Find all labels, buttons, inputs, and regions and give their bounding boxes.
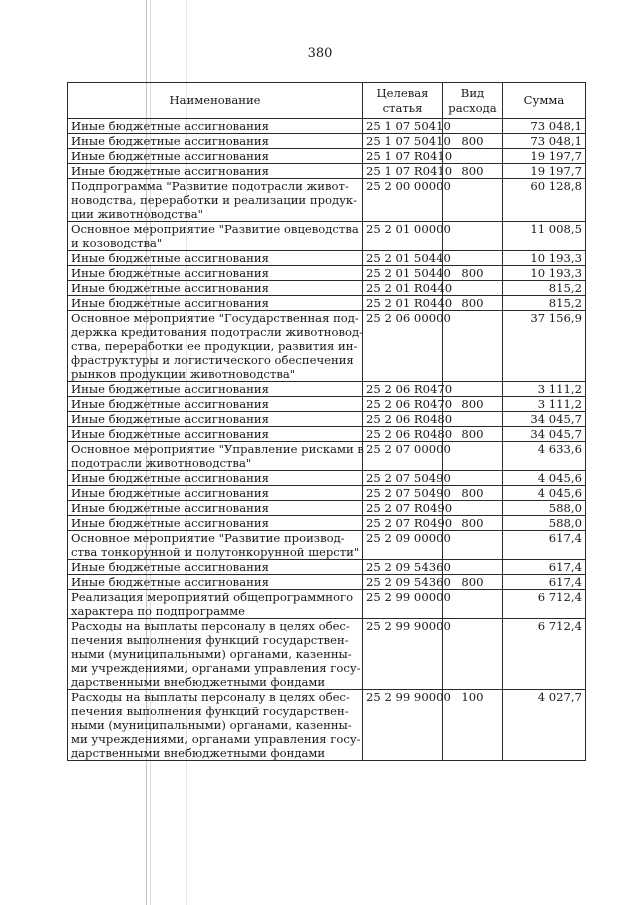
row-name: [68, 501, 363, 516]
row-name-line: ции животноводства": [71, 207, 203, 221]
row-sum: 73 048,1: [503, 134, 586, 149]
row-name: [68, 311, 363, 382]
table-row: [68, 397, 586, 412]
row-name-line: Иные бюджетные ассигнования: [71, 266, 269, 280]
row-sum: 617,4: [503, 560, 586, 575]
row-code: 25 2 07 00000: [363, 442, 443, 471]
row-name-line: фраструктуры и логистического обеспечения: [71, 353, 354, 367]
row-name: [68, 412, 363, 427]
row-code: 25 1 07 R0410: [363, 164, 443, 179]
row-type: [443, 119, 503, 134]
table-row: [68, 222, 586, 251]
row-name-line: Иные бюджетные ассигнования: [71, 251, 269, 265]
header-type: Вид расхода: [443, 83, 503, 119]
row-sum: 617,4: [503, 575, 586, 590]
row-sum: 10 193,3: [503, 266, 586, 281]
row-name: [68, 119, 363, 134]
row-name: [68, 442, 363, 471]
row-sum: 588,0: [503, 516, 586, 531]
row-type: [443, 311, 503, 382]
table-row: [68, 575, 586, 590]
row-name-line: Иные бюджетные ассигнования: [71, 119, 269, 133]
row-name-line: ными (муниципальными) органами, казенны-: [71, 647, 352, 661]
header-name: Наименование: [68, 83, 363, 119]
row-name: [68, 251, 363, 266]
row-name: [68, 134, 363, 149]
row-sum: 6 712,4: [503, 590, 586, 619]
row-name: [68, 471, 363, 486]
row-name: [68, 619, 363, 690]
row-sum: 588,0: [503, 501, 586, 516]
row-type: 800: [443, 134, 503, 149]
row-code: 25 2 07 50490: [363, 486, 443, 501]
table-row: [68, 149, 586, 164]
row-code: 25 2 06 R0470: [363, 397, 443, 412]
row-name-line: и козоводства": [71, 236, 163, 250]
row-name-line: Иные бюджетные ассигнования: [71, 296, 269, 310]
row-name-line: печения выполнения функций государствен-: [71, 633, 349, 647]
row-sum: 4 045,6: [503, 471, 586, 486]
row-name-line: характера по подпрограмме: [71, 604, 245, 618]
table-row: [68, 442, 586, 471]
table-row: [68, 412, 586, 427]
row-name-line: Иные бюджетные ассигнования: [71, 134, 269, 148]
table-row: [68, 501, 586, 516]
row-code: 25 2 01 50440: [363, 266, 443, 281]
row-type: 800: [443, 486, 503, 501]
row-name-line: ми учреждениями, органами управления госу-: [71, 661, 361, 675]
row-name-line: Иные бюджетные ассигнования: [71, 382, 269, 396]
row-type: 800: [443, 296, 503, 311]
row-name: [68, 382, 363, 397]
row-code: 25 2 00 00000: [363, 179, 443, 222]
row-sum: 19 197,7: [503, 149, 586, 164]
page-number: 380: [307, 46, 333, 61]
table-row: [68, 281, 586, 296]
header-code: Целевая статья: [363, 83, 443, 119]
row-name: [68, 590, 363, 619]
row-name-line: Иные бюджетные ассигнования: [71, 397, 269, 411]
row-type: [443, 560, 503, 575]
row-sum: 60 128,8: [503, 179, 586, 222]
row-name-line: Иные бюджетные ассигнования: [71, 164, 269, 178]
table-row: [68, 427, 586, 442]
table-row: [68, 382, 586, 397]
row-name-line: Основное мероприятие "Управление рисками в: [71, 442, 364, 456]
table-row: [68, 619, 586, 690]
row-code: 25 2 01 50440: [363, 251, 443, 266]
row-type: 800: [443, 575, 503, 590]
row-name-line: новодства, переработки и реализации продук-: [71, 193, 358, 207]
row-type: 800: [443, 397, 503, 412]
row-code: 25 2 06 R0470: [363, 382, 443, 397]
row-name-line: Расходы на выплаты персоналу в целях обес-: [71, 619, 350, 633]
row-sum: 815,2: [503, 281, 586, 296]
row-sum: 617,4: [503, 531, 586, 560]
row-code: 25 2 09 00000: [363, 531, 443, 560]
row-code: 25 2 06 R0480: [363, 427, 443, 442]
budget-table: [67, 82, 586, 761]
row-name: [68, 296, 363, 311]
row-code: 25 2 01 R0440: [363, 296, 443, 311]
row-sum: 4 027,7: [503, 690, 586, 761]
row-name-line: печения выполнения функций государствен-: [71, 704, 349, 718]
table-row: [68, 179, 586, 222]
row-code: 25 2 99 90000: [363, 619, 443, 690]
row-name-line: рынков продукции животноводства": [71, 367, 296, 381]
row-sum: 34 045,7: [503, 412, 586, 427]
row-name-line: Реализация мероприятий общепрограммного: [71, 590, 354, 604]
row-code: 25 2 06 R0480: [363, 412, 443, 427]
table-row: [68, 251, 586, 266]
row-sum: 4 633,6: [503, 442, 586, 471]
row-name-line: Иные бюджетные ассигнования: [71, 149, 269, 163]
row-name-line: ства тонкорунной и полутонкорунной шерсти": [71, 545, 360, 559]
row-type: 800: [443, 516, 503, 531]
row-name: [68, 560, 363, 575]
row-name: [68, 149, 363, 164]
table-row: [68, 560, 586, 575]
row-type: [443, 619, 503, 690]
row-code: 25 2 01 00000: [363, 222, 443, 251]
row-type: [443, 251, 503, 266]
row-type: [443, 222, 503, 251]
row-name-line: Основное мероприятие "Государственная под-: [71, 311, 359, 325]
row-name: [68, 575, 363, 590]
row-name-line: Расходы на выплаты персоналу в целях обес-: [71, 690, 350, 704]
table-body: [68, 119, 586, 761]
row-sum: 73 048,1: [503, 119, 586, 134]
table-row: [68, 311, 586, 382]
row-name-line: Основное мероприятие "Развитие производ-: [71, 531, 345, 545]
row-name-line: ства, переработки ее продукции, развития ин-: [71, 339, 358, 353]
row-type: 800: [443, 266, 503, 281]
row-type: [443, 531, 503, 560]
row-code: 25 2 99 00000: [363, 590, 443, 619]
row-type: [443, 179, 503, 222]
table-row: [68, 690, 586, 761]
row-name-line: Иные бюджетные ассигнования: [71, 471, 269, 485]
row-sum: 6 712,4: [503, 619, 586, 690]
row-name-line: держка кредитования подотрасли животновод-: [71, 325, 364, 339]
table-header: [68, 83, 586, 119]
row-name-line: Подпрограмма "Развитие подотрасли живот-: [71, 179, 349, 193]
row-name-line: Иные бюджетные ассигнования: [71, 516, 269, 530]
row-code: 25 2 06 00000: [363, 311, 443, 382]
row-sum: 815,2: [503, 296, 586, 311]
row-name-line: дарственными внебюджетными фондами: [71, 675, 326, 689]
row-type: 800: [443, 164, 503, 179]
row-sum: 19 197,7: [503, 164, 586, 179]
row-name-line: Иные бюджетные ассигнования: [71, 412, 269, 426]
row-name-line: Основное мероприятие "Развитие овцеводства: [71, 222, 359, 236]
row-code: 25 2 07 50490: [363, 471, 443, 486]
row-code: 25 2 07 R0490: [363, 501, 443, 516]
row-sum: 34 045,7: [503, 427, 586, 442]
row-name-line: Иные бюджетные ассигнования: [71, 427, 269, 441]
table-row: [68, 486, 586, 501]
table-row: [68, 134, 586, 149]
row-sum: 11 008,5: [503, 222, 586, 251]
row-sum: 3 111,2: [503, 382, 586, 397]
row-code: 25 1 07 R0410: [363, 149, 443, 164]
row-name-line: Иные бюджетные ассигнования: [71, 501, 269, 515]
row-name-line: Иные бюджетные ассигнования: [71, 575, 269, 589]
row-name: [68, 427, 363, 442]
row-sum: 37 156,9: [503, 311, 586, 382]
row-code: 25 2 99 90000: [363, 690, 443, 761]
row-type: 800: [443, 427, 503, 442]
row-type: [443, 590, 503, 619]
row-name: [68, 531, 363, 560]
row-name: [68, 164, 363, 179]
row-code: 25 1 07 50410: [363, 119, 443, 134]
row-name: [68, 222, 363, 251]
row-code: 25 2 07 R0490: [363, 516, 443, 531]
row-type: [443, 442, 503, 471]
row-name: [68, 690, 363, 761]
row-name-line: Иные бюджетные ассигнования: [71, 560, 269, 574]
table-row: [68, 516, 586, 531]
row-type: 100: [443, 690, 503, 761]
row-type: [443, 471, 503, 486]
row-code: 25 2 09 54360: [363, 575, 443, 590]
row-sum: 10 193,3: [503, 251, 586, 266]
row-sum: 4 045,6: [503, 486, 586, 501]
table-row: [68, 531, 586, 560]
table-row: [68, 266, 586, 281]
row-name: [68, 266, 363, 281]
table-row: [68, 471, 586, 486]
row-name: [68, 516, 363, 531]
table-row: [68, 164, 586, 179]
row-name-line: Иные бюджетные ассигнования: [71, 486, 269, 500]
row-name: [68, 179, 363, 222]
table-row: [68, 590, 586, 619]
header-sum: Сумма: [503, 83, 586, 119]
row-name: [68, 281, 363, 296]
row-name-line: подотрасли животноводства": [71, 456, 252, 470]
row-sum: 3 111,2: [503, 397, 586, 412]
table-row: [68, 119, 586, 134]
row-code: 25 1 07 50410: [363, 134, 443, 149]
row-code: 25 2 01 R0440: [363, 281, 443, 296]
row-code: 25 2 09 54360: [363, 560, 443, 575]
row-name-line: дарственными внебюджетными фондами: [71, 746, 326, 760]
row-name-line: ми учреждениями, органами управления госу-: [71, 732, 361, 746]
row-name-line: ными (муниципальными) органами, казенны-: [71, 718, 352, 732]
row-name-line: Иные бюджетные ассигнования: [71, 281, 269, 295]
table-row: [68, 296, 586, 311]
row-name: [68, 397, 363, 412]
row-name: [68, 486, 363, 501]
